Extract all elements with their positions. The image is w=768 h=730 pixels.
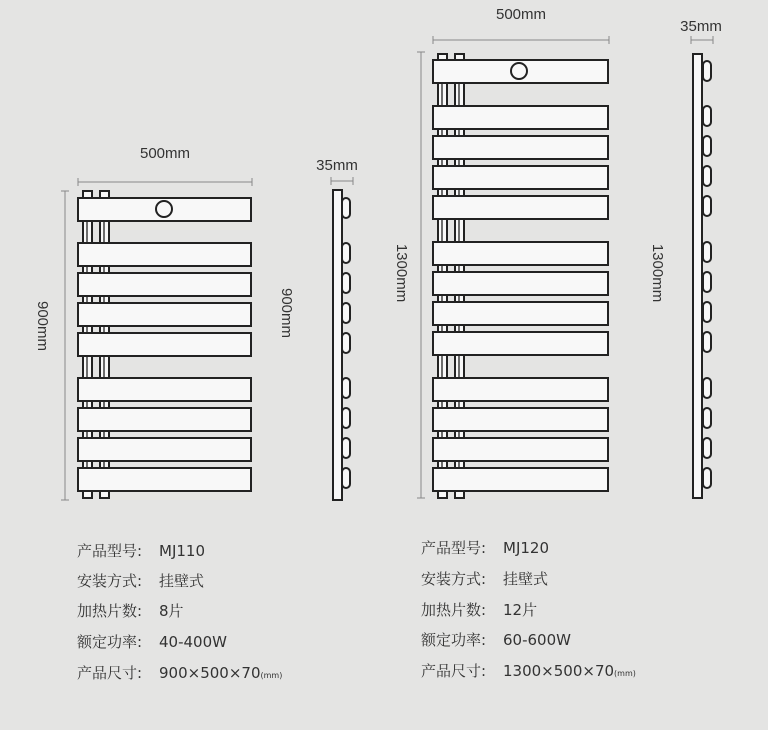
model2-spec-size: 产品尺寸: 1300×500×70(mm) [421,662,636,680]
model2-side-fin [703,302,711,322]
model2-width-label: 500mm [495,6,547,23]
model1-side-fin [342,243,350,263]
model2-height-dimension [417,52,425,498]
model2-panel [433,302,608,325]
model1-side-fin [342,378,350,398]
model1-panel [78,438,251,461]
model1-spec-install: 安装方式: 挂壁式 [77,572,205,590]
model1-side-fin [342,303,350,323]
model1-panel [78,378,251,401]
model2-spec-model: 产品型号: MJ120 [421,539,549,557]
model2-side-bar [693,54,702,498]
model1-panel [78,408,251,431]
model2-panel [433,196,608,219]
model2-panel [433,136,608,159]
model2-panel [433,378,608,401]
model1-spec-panels: 加热片数: 8片 [77,602,184,620]
model2-side-fin [703,242,711,262]
model1-side-fin [342,333,350,353]
model2-side-fin [703,196,711,216]
model1-depth-label: 35mm [316,157,358,174]
model1-side-fin [342,468,350,488]
model2-height-label: 1300mm [393,243,410,303]
model2-panel [433,106,608,129]
model2-panel [433,272,608,295]
model1-panel [78,273,251,296]
model1-spec-size: 产品尺寸: 900×500×70(mm) [77,664,283,682]
model1-width-dimension [78,178,252,186]
model1-spec-power: 额定功率: 40-400W [77,633,227,651]
model1-panel [78,468,251,491]
model2-panel [433,408,608,431]
model1-side-height-label: 900mm [278,287,295,339]
model2-side-fin [703,378,711,398]
model1-spec-model: 产品型号: MJ110 [77,542,205,560]
model1-depth-dimension [331,177,353,185]
model2-side-fin [703,468,711,488]
model2-side-fin [703,106,711,126]
model2-panel [433,438,608,461]
model2-spec-panels: 加热片数: 12片 [421,601,538,619]
model2-side-height-label: 1300mm [649,243,666,303]
model2-side-fin [703,438,711,458]
model2-side-fin [703,272,711,292]
model2-panel [433,242,608,265]
model2-spec-install: 安装方式: 挂壁式 [421,570,549,588]
model2-panel [433,332,608,355]
model1-width-label: 500mm [139,145,191,162]
model1-height-label: 900mm [34,300,51,352]
model1-side-view [333,190,350,500]
model2-side-view [693,54,711,498]
model2-panel [433,468,608,491]
model1-panel [78,303,251,326]
model1-side-fin [342,408,350,428]
model2-panel [433,166,608,189]
model2-width-dimension [433,36,609,44]
model2-depth-dimension [691,36,713,44]
model2-side-fin [703,332,711,352]
model2-side-fin [703,408,711,428]
model1-side-bar [333,190,342,500]
model2-spec-power: 额定功率: 60-600W [421,631,571,649]
model1-height-dimension [61,191,69,500]
model1-side-fin [342,198,350,218]
model2-depth-label: 35mm [680,18,722,35]
model2-side-fin [703,61,711,81]
model1-side-fin [342,273,350,293]
model2-side-fin [703,166,711,186]
model1-side-fin [342,438,350,458]
model2-side-fin [703,136,711,156]
model1-panel [78,333,251,356]
model1-panel [78,243,251,266]
